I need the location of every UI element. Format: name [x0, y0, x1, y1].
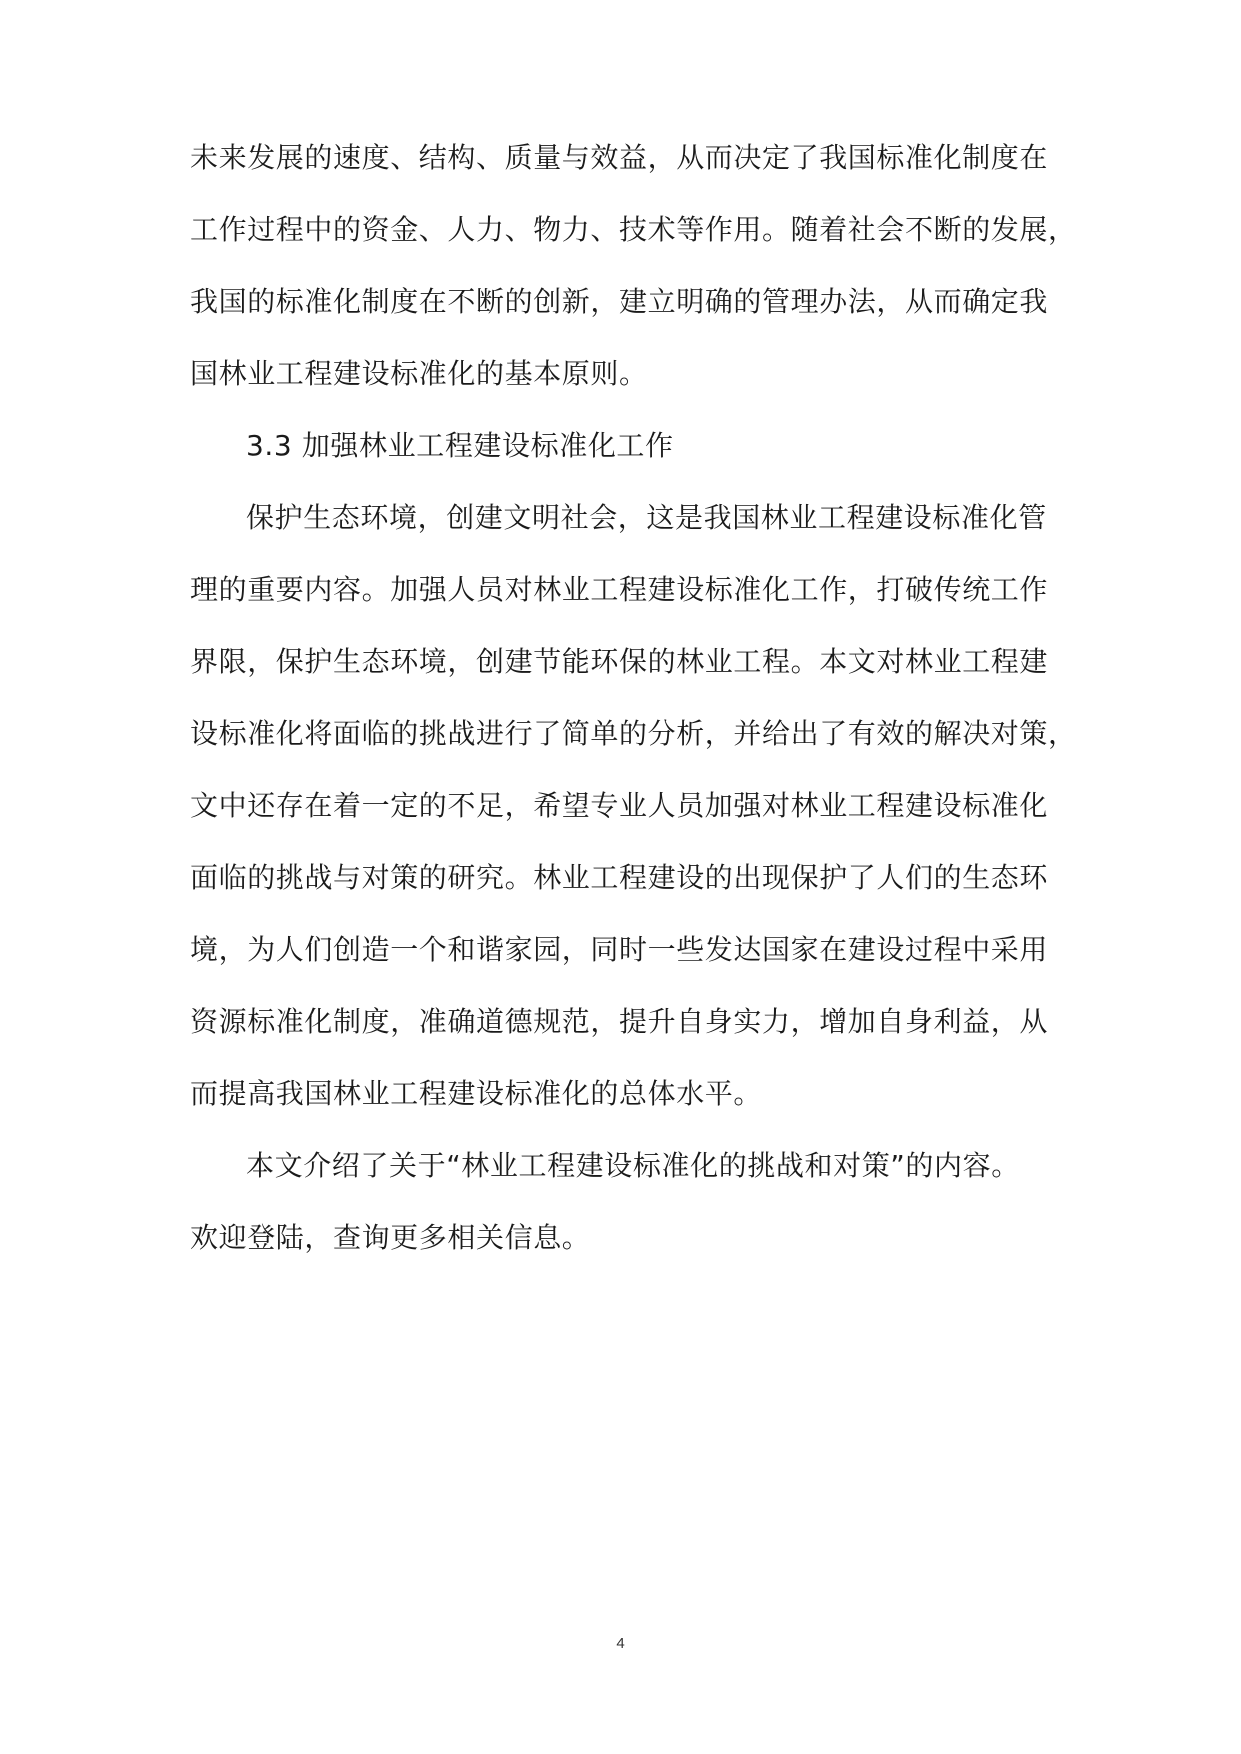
- paragraph-line-15: 本文介绍了关于“林业工程建设标准化的挑战和对策”的内容。: [246, 1149, 1020, 1182]
- paragraph-line-13: 资源标准化制度，准确道德规范，提升自身实力，增加自身利益，从: [190, 1005, 1049, 1038]
- paragraph-line-10: 文中还存在着一定的不足，希望专业人员加强对林业工程建设标准化: [190, 789, 1049, 822]
- paragraph-line-8: 界限，保护生态环境，创建节能环保的林业工程。本文对林业工程建: [190, 645, 1049, 678]
- paragraph-line-4: 国林业工程建设标准化的基本原则。: [190, 357, 648, 390]
- paragraph-line-1: 未来发展的速度、结构、质量与效益，从而决定了我国标准化制度在: [190, 141, 1049, 174]
- paragraph-line-12: 境，为人们创造一个和谐家园，同时一些发达国家在建设过程中采用: [190, 933, 1049, 966]
- paragraph-line-16: 欢迎登陆，查询更多相关信息。: [190, 1221, 591, 1254]
- paragraph-line-6: 保护生态环境，创建文明社会，这是我国林业工程建设标准化管: [246, 501, 1047, 534]
- page-number: 4: [616, 1635, 625, 1652]
- paragraph-line-9: 设标准化将面临的挑战进行了简单的分析，并给出了有效的解决对策，: [190, 717, 1077, 750]
- paragraph-line-14: 而提高我国林业工程建设标准化的总体水平。: [190, 1077, 763, 1110]
- paragraph-line-3: 我国的标准化制度在不断的创新，建立明确的管理办法，从而确定我: [190, 285, 1049, 318]
- paragraph-line-2: 工作过程中的资金、人力、物力、技术等作用。随着社会不断的发展，: [190, 213, 1077, 246]
- paragraph-line-11: 面临的挑战与对策的研究。林业工程建设的出现保护了人们的生态环: [190, 861, 1049, 894]
- section-heading: 3.3 加强林业工程建设标准化工作: [246, 429, 674, 462]
- paragraph-line-7: 理的重要内容。加强人员对林业工程建设标准化工作，打破传统工作: [190, 573, 1049, 606]
